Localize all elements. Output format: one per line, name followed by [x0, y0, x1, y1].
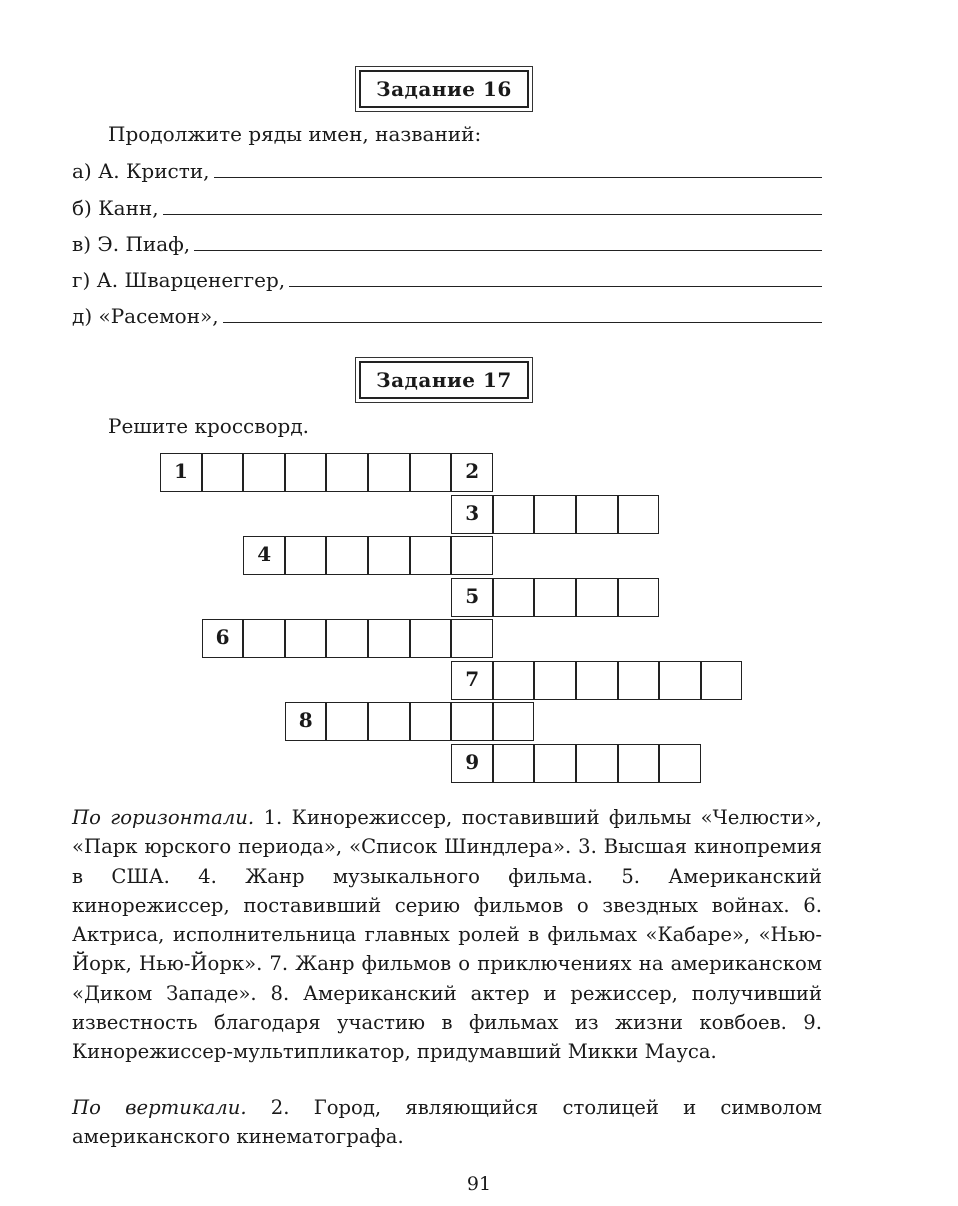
- crossword-cell[interactable]: [534, 495, 576, 534]
- answer-label-e: д) «Расемон»,: [72, 304, 219, 328]
- crossword-cell[interactable]: [410, 619, 452, 658]
- crossword-number: 4: [257, 542, 272, 566]
- crossword-cell[interactable]: [576, 495, 618, 534]
- crossword-cell[interactable]: [368, 619, 410, 658]
- crossword-cell[interactable]: [285, 619, 327, 658]
- answer-label-d: г) А. Шварценеггер,: [72, 268, 286, 292]
- crossword-number: 5: [465, 583, 480, 608]
- crossword-cell[interactable]: [368, 702, 410, 741]
- crossword-cell[interactable]: [618, 495, 660, 534]
- task-16-title: Задание 16: [359, 70, 529, 108]
- answer-row-d[interactable]: [72, 264, 822, 292]
- crossword-cell[interactable]: [410, 453, 452, 492]
- page-number: 91: [466, 1173, 492, 1195]
- crossword-cell[interactable]: [451, 536, 493, 575]
- answer-line-c[interactable]: [194, 250, 822, 251]
- task-17-instruction: Решите кроссворд.: [108, 414, 309, 438]
- crossword-cell[interactable]: [368, 536, 410, 575]
- crossword-cell[interactable]: [493, 578, 535, 617]
- crossword-cell[interactable]: [285, 536, 327, 575]
- answer-line-e[interactable]: [223, 322, 822, 323]
- task-17-title: Задание 17: [359, 361, 529, 399]
- crossword-number: 7: [465, 666, 480, 691]
- across-heading: По горизонтали.: [72, 806, 255, 829]
- crossword-cell[interactable]: [326, 453, 368, 492]
- crossword-cell[interactable]: [659, 661, 701, 700]
- crossword-cell[interactable]: [701, 661, 743, 700]
- crossword-cell[interactable]: [368, 453, 410, 492]
- crossword-cell[interactable]: [285, 453, 327, 492]
- crossword-cell[interactable]: [326, 702, 368, 741]
- answer-row-c[interactable]: [72, 228, 822, 256]
- crossword-cell[interactable]: [410, 536, 452, 575]
- crossword-cell[interactable]: [202, 453, 244, 492]
- crossword-number: 6: [215, 625, 230, 649]
- crossword-cell[interactable]: [493, 661, 535, 700]
- crossword-cell[interactable]: [451, 619, 493, 658]
- crossword-cell[interactable]: [618, 578, 660, 617]
- crossword-cell[interactable]: [534, 578, 576, 617]
- answer-label-a: а) А. Кристи,: [72, 159, 210, 183]
- answer-row-e[interactable]: [72, 300, 822, 328]
- answer-row-a[interactable]: [72, 155, 822, 183]
- answer-line-a[interactable]: [214, 177, 822, 178]
- down-text: 2. Город, являющийся столицей и символом американского кинематографа.: [72, 1096, 822, 1149]
- crossword-number: 9: [465, 749, 480, 774]
- crossword-cell[interactable]: [576, 578, 618, 617]
- answer-label-c: в) Э. Пиаф,: [72, 232, 191, 256]
- task-16-instruction: Продолжите ряды имен, названий:: [108, 122, 482, 146]
- crossword-cell[interactable]: [493, 702, 535, 741]
- crossword-cell[interactable]: [410, 702, 452, 741]
- answer-line-b[interactable]: [163, 214, 822, 215]
- crossword-cell[interactable]: [451, 702, 493, 741]
- crossword-cell[interactable]: [618, 661, 660, 700]
- answer-line-d[interactable]: [289, 286, 822, 287]
- crossword-number: 1: [174, 459, 188, 483]
- answer-label-b: б) Канн,: [72, 196, 159, 220]
- crossword-cell[interactable]: [534, 661, 576, 700]
- crossword-number: 3: [465, 500, 480, 525]
- crossword-cell[interactable]: [576, 744, 618, 783]
- crossword-cell[interactable]: [493, 495, 535, 534]
- crossword-cell[interactable]: [618, 744, 660, 783]
- crossword-cell[interactable]: [243, 453, 285, 492]
- crossword-cell[interactable]: [493, 744, 535, 783]
- crossword-number: 8: [298, 708, 313, 732]
- crossword-cell[interactable]: [326, 536, 368, 575]
- down-clues: [72, 1093, 822, 1152]
- crossword-cell[interactable]: [326, 619, 368, 658]
- crossword-cell[interactable]: [243, 619, 285, 658]
- down-heading: По вертикали.: [72, 1096, 247, 1119]
- crossword-number: 2: [465, 459, 480, 483]
- across-text: 1. Кинорежиссер, поставивший фильмы «Челюсти», «Парк юрского периода», «Список Шиндлера». 3. Высшая кинопремия в США. 4. Жанр музыкального фильма. 5. Американский кинорежиссер, поставивший серию фильмов о звездных войнах. 6. Актриса, исполнительница главных ролей в фильмах «Кабаре», «Нью-Йорк, Нью-Йорк». 7. Жанр фильмов о приключениях на американском «Диком Западе». 8. Американский актер и режиссер, получивший известность благодаря участию в фильмах из жизни ковбоев. 9. Кинорежиссер-мультипликатор, придумавший Микки Мауса.: [72, 806, 822, 1064]
- crossword-cell[interactable]: [659, 744, 701, 783]
- across-clues: [72, 803, 822, 1067]
- crossword-cell[interactable]: [534, 744, 576, 783]
- answer-row-b[interactable]: [72, 192, 822, 220]
- crossword-cell[interactable]: [576, 661, 618, 700]
